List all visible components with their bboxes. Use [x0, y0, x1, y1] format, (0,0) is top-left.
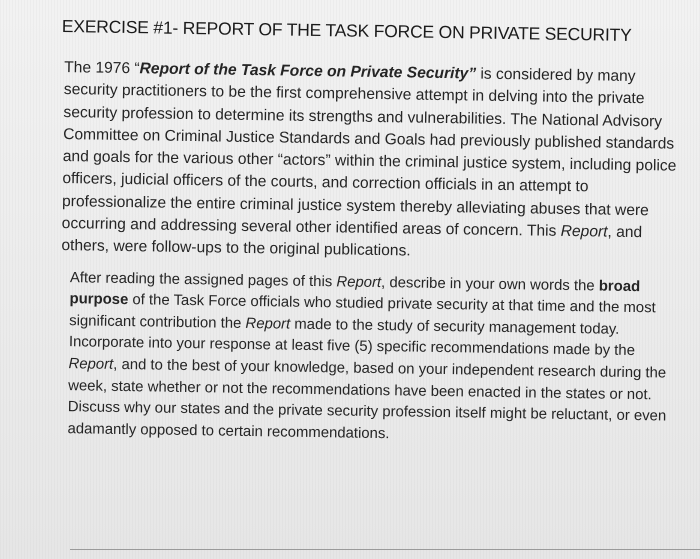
- instructions-text-5: , and to the best of your knowledge, based on your independent research during the week, state whether or not the recommendations have been enacted in the states or not. Discuss why our states and the private security profession itself might be reluctant, or even adamantly opposed to certain recommendations.: [67, 356, 667, 443]
- bottom-divider: [70, 549, 700, 550]
- report-ref-2: Report: [245, 315, 291, 333]
- exercise-title: EXERCISE #1- REPORT OF THE TASK FORCE ON PRIVATE SECURITY: [61, 16, 632, 45]
- document-content: [55, 16, 688, 450]
- report-ref-3: Report: [68, 356, 114, 373]
- report-title: Report of the Task Force on Private Security”: [139, 60, 477, 83]
- instructions-paragraph: [67, 268, 670, 450]
- intro-text-start: The 1976 “: [64, 59, 140, 78]
- instructions-text-2: , describe in your own words the: [380, 274, 599, 295]
- instructions-text-1: After reading the assigned pages of this: [69, 269, 337, 291]
- instructions-text-3: of the Task Force officials who studied private security at that time and the most significant contribution the: [69, 292, 656, 332]
- intro-paragraph: [58, 57, 687, 267]
- report-word: Report: [560, 222, 608, 241]
- intro-text-end: , and others, were follow-ups to the original publications.: [61, 223, 643, 260]
- broad-purpose-emphasis: broad purpose: [69, 278, 641, 309]
- instructions-text-4: made to the study of security management today. Incorporate into your response at least five (5) specific recommendations made by the: [68, 316, 636, 360]
- intro-text-body: is considered by many security practitioners to be the first comprehensive attempt in delving into the private security profession to determine its strengths and vulnerabilities. The National Advisory Committee on Criminal Justice Standards and Goals had previously published standards and goals for the various other “actors” within the criminal justice system, including police officers, judicial officers of the courts, and correction officials in an attempt to professionalize the entire criminal justice system thereby alleviating abuses that were occurring and addressing several other identified areas of concern. This: [61, 65, 677, 240]
- report-ref-1: Report: [336, 274, 382, 291]
